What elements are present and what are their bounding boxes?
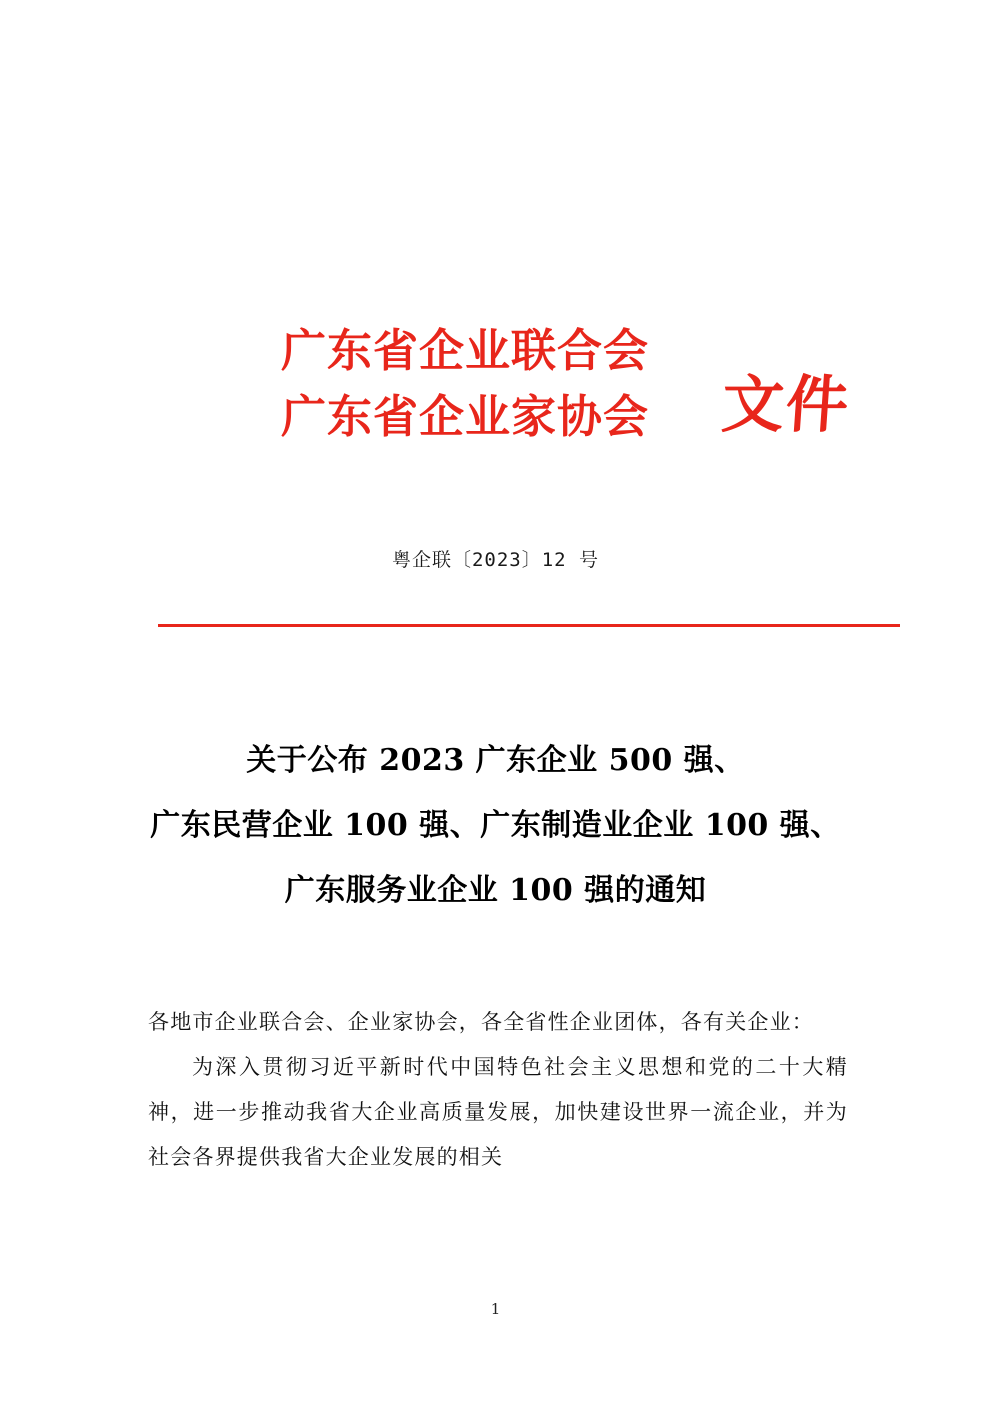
red-divider-rule (158, 624, 900, 627)
letterhead (0, 300, 991, 490)
organization-name-line-1: 广东省企业联合会 (280, 324, 649, 377)
title-line-2: 广东民营企业 100 强、广东制造业企业 100 强、 (150, 808, 841, 843)
page-number: 1 (490, 1300, 501, 1318)
title-line-1: 关于公布 2023 广东企业 500 强、 (246, 743, 745, 778)
body-paragraph-salutation: 各地市企业联合会、企业家协会，各全省性企业团体，各有关企业： (148, 1010, 814, 1034)
organization-name-line-2: 广东省企业家协会 (280, 390, 649, 443)
issuing-organizations (205, 318, 725, 450)
body-paragraph-1: 为深入贯彻习近平新时代中国特色社会主义思想和党的二十大精神，进一步推动我省大企业高质量发展，加快建设世界一流企业，并为社会各界提供我省大企业发展的相关 (148, 1055, 848, 1169)
page-title (120, 728, 871, 923)
document-label: 文件 (719, 368, 853, 441)
document-number: 粤企联〔2023〕12 号 (391, 549, 600, 571)
document-body (148, 1000, 848, 1180)
title-line-3: 广东服务业企业 100 强的通知 (284, 873, 707, 908)
